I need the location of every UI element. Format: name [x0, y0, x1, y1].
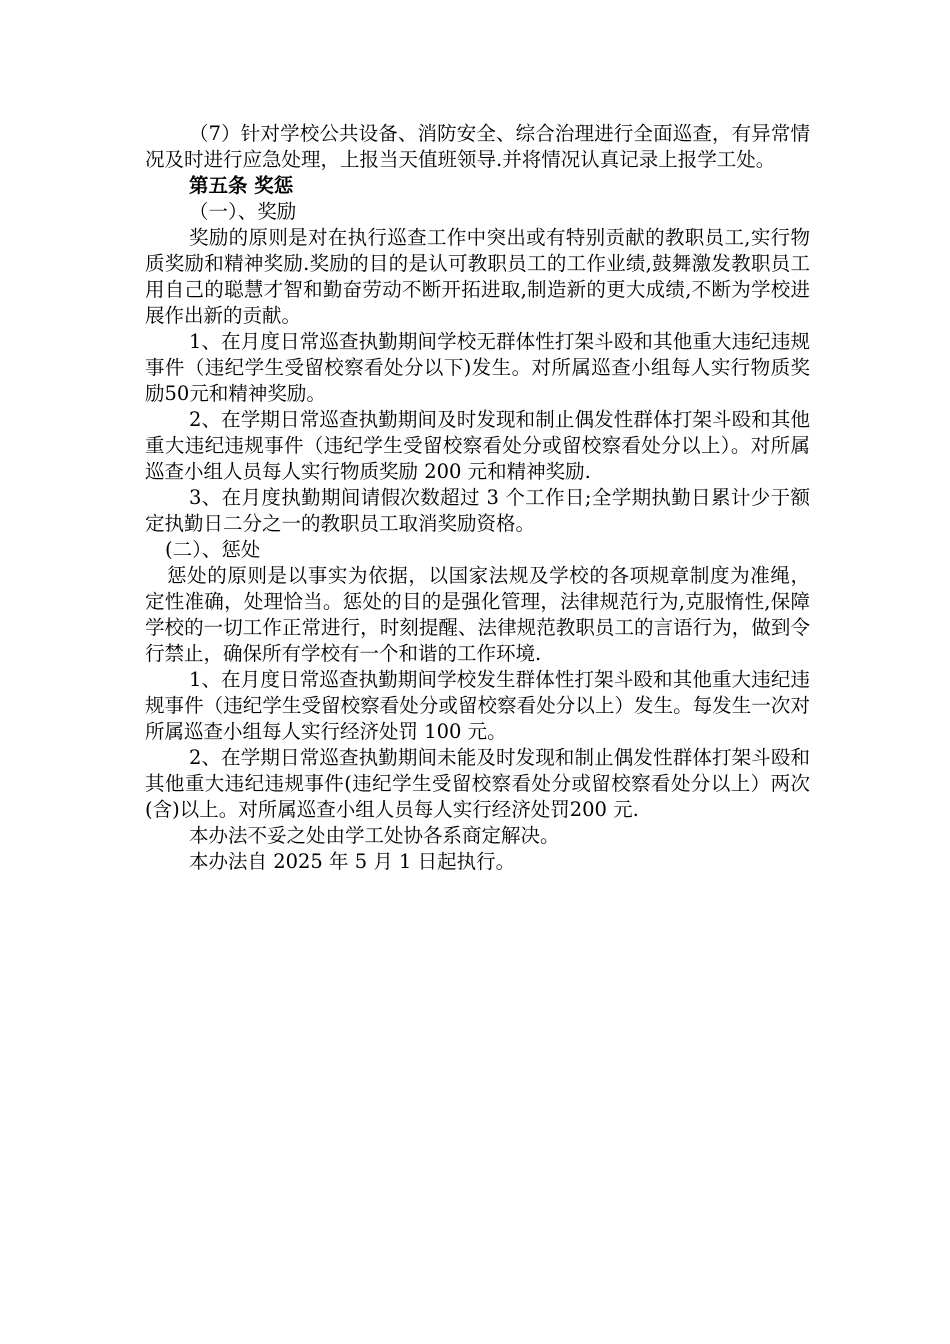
penalty-principle-paragraph: 惩处的原则是以事实为依据，以国家法规及学校的各项规章制度为准绳，定性准确，处理恰当。惩处的目的是强化管理，法律规范行为,克服惰性,保障学校的一切工作正常进行，时刻提醒、法律规范教职员工的言语行为，做到令行禁止，确保所有学校有一个和谐的工作环境.	[145, 564, 810, 665]
article-5-heading: 第五条 奖惩	[189, 174, 294, 197]
reward-principle-paragraph: 奖励的原则是对在执行巡查工作中突出或有特别贡献的教职员工,实行物质奖励和精神奖励.奖励的目的是认可教职员工的工作业绩,鼓舞激发教职员工用自己的聪慧才智和勤奋劳动不断开拓进取,制造新的更大成绩,不断为学校进展作出新的贡献。	[145, 226, 810, 327]
penalty-section-heading: (二）、惩处	[165, 538, 261, 561]
reward-section-heading: （一）、奖励	[189, 200, 297, 223]
item-7-paragraph: （7）针对学校公共设备、消防安全、综合治理进行全面巡查，有异常情况及时进行应急处理，上报当天值班领导.并将情况认真记录上报学工处。	[145, 122, 810, 171]
closing-note-2: 本办法自 2025 年 5 月 1 日起执行。	[189, 850, 516, 873]
reward-item-2: 2、在学期日常巡查执勤期间及时发现和制止偶发性群体打架斗殴和其他重大违纪违规事件（违纪学生受留校察看处分或留校察看处分以上）。对所属巡查小组人员每人实行物质奖励 200 元和精神奖励.	[145, 408, 810, 483]
reward-item-1: 1、在月度日常巡查执勤期间学校无群体性打架斗殴和其他重大违纪违规事件（违纪学生受留校察看处分以下)发生。对所属巡查小组每人实行物质奖励50元和精神奖励。	[145, 330, 810, 405]
penalty-item-2: 2、在学期日常巡查执勤期间未能及时发现和制止偶发性群体打架斗殴和其他重大违纪违规事件(违纪学生受留校察看处分或留校察看处分以上）两次(含)以上。对所属巡查小组人员每人实行经济处罚200 元.	[145, 746, 810, 821]
closing-note-1: 本办法不妥之处由学工处协各系商定解决。	[189, 824, 560, 847]
document-page	[145, 121, 810, 875]
penalty-item-1: 1、在月度日常巡查执勤期间学校发生群体性打架斗殴和其他重大违纪违规事件（违纪学生受留校察看处分或留校察看处分以上）发生。每发生一次对所属巡查小组每人实行经济处罚 100 元。	[145, 668, 810, 743]
reward-item-3: 3、在月度执勤期间请假次数超过 3 个工作日;全学期执勤日累计少于额定执勤日二分之一的教职员工取消奖励资格。	[145, 486, 810, 535]
